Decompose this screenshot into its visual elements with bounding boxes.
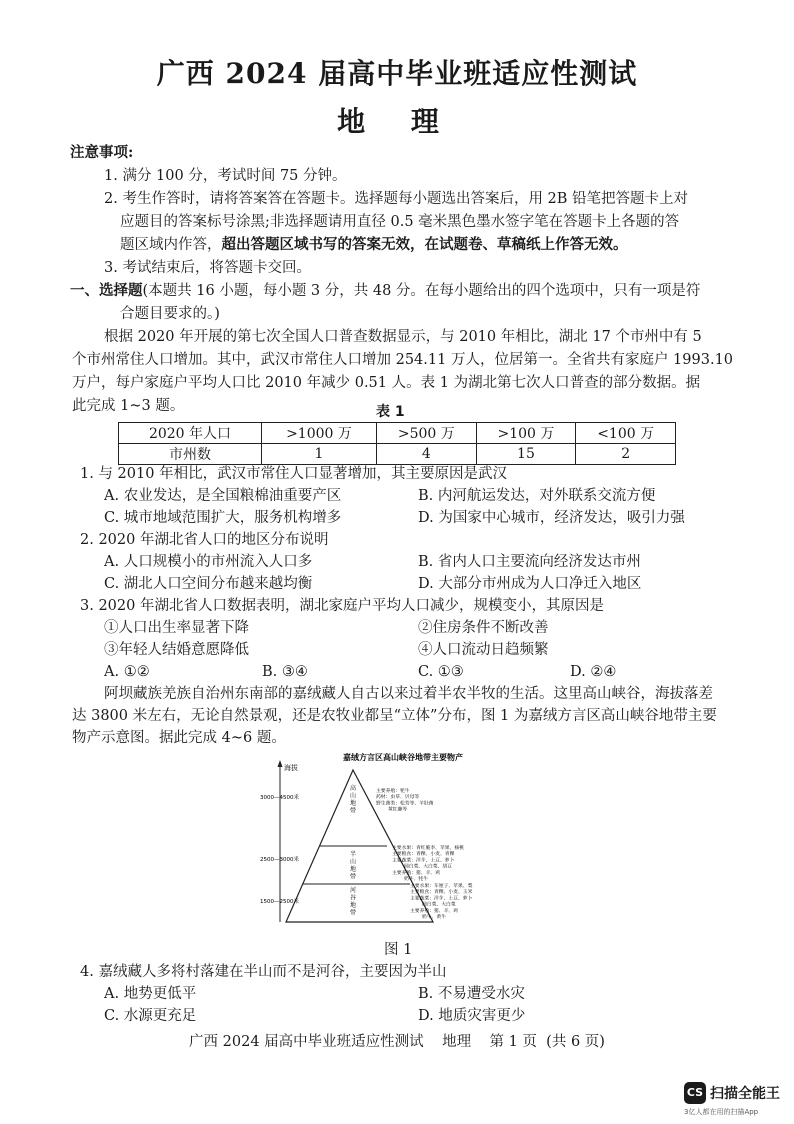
notice-item-1: 1. 满分 100 分，考试时间 75 分钟。: [104, 168, 347, 184]
band-name-char: 谷: [349, 894, 357, 902]
band-name-char: 带: [349, 807, 357, 815]
product-line: 圆白菜、大白菜、胡豆: [404, 864, 452, 870]
axis-arrow-icon: [278, 760, 283, 767]
scanner-tagline: 3亿人都在用的扫描App: [684, 1108, 759, 1116]
product-line: 黄红藤等: [388, 807, 408, 813]
product-line: 主要水果：车厘子、苹果、梨: [410, 884, 473, 889]
product-line: 野生菌类：松茸等、羊肚菌: [376, 801, 434, 807]
band-name-char: 高: [349, 785, 357, 792]
scanner-name: 扫描全能王: [710, 1086, 780, 1102]
band-range-high: 3000—4500米: [260, 795, 299, 801]
exam-title: 广西 2024 届高中毕业班适应性测试: [156, 57, 638, 90]
band-products-high: [376, 787, 434, 813]
q2-stem: 2. 2020 年湖北省人口的地区分布说明: [80, 532, 329, 548]
band-name-char: 山: [349, 858, 357, 866]
band-products-mid: [392, 844, 464, 882]
table-row: [119, 444, 676, 465]
section-1-label: 一、选择题: [70, 283, 143, 299]
q4-option-b: B. 不易遭受水灾: [418, 986, 525, 1002]
figure-title: 嘉绒方言区高山峡谷地带主要物产: [343, 753, 463, 762]
band-range-low: 1500—2500米: [260, 899, 299, 905]
notice-item-2-line-3: [120, 235, 628, 255]
altitude-products-diagram: [258, 750, 548, 950]
product-line: 药材：虫草、贝母等: [376, 795, 420, 801]
band-name-char: 地: [349, 902, 357, 909]
scanner-watermark: [684, 1082, 790, 1118]
q4-option-d: D. 地质灾害更少: [418, 1008, 526, 1024]
table-cell: 2: [576, 444, 676, 465]
product-line: 主要粮食：青稞、小麦、玉米: [410, 890, 473, 896]
table-header-cell: >500 万: [376, 423, 476, 444]
q3-statement-3: ③年轻人结婚意愿降低: [104, 642, 249, 658]
notice-item-2-line-2: 应题目的答案标号涂黑;非选择题请用直径 0.5 毫米黑色墨水签字笔在答题卡上各题的答: [120, 214, 680, 230]
band-name-char: 河: [349, 887, 357, 894]
product-line: 主要粮食：青稞、小麦、青稞: [392, 852, 455, 858]
product-line: 主要蔬菜：洋芋、土豆、萝卜: [410, 896, 473, 902]
section-1-desc-line-2: 合题目要求的。): [120, 306, 220, 322]
product-line: 主要养殖：猪、羊、鸡: [392, 870, 440, 876]
product-line: 主要养殖：牦牛: [376, 789, 410, 794]
q3-statement-1: ①人口出生率显著下降: [104, 620, 249, 636]
band-name-char: 山: [349, 792, 357, 800]
table-cell: 4: [376, 444, 476, 465]
band-name-char: 带: [349, 909, 357, 917]
table-header-row: [119, 423, 676, 444]
q2-option-a: A. 人口规模小的市州流入人口多: [104, 554, 313, 570]
passage-2-line-3: 物产示意图。据此完成 4~6 题。: [72, 730, 286, 746]
band-name-high: [350, 784, 356, 815]
section-1-line-1: [70, 281, 700, 301]
q1-option-b: B. 内河航运发达，对外联系交流方便: [418, 488, 656, 504]
page-footer: 广西 2024 届高中毕业班适应性测试 地理 第 1 页 (共 6 页): [189, 1034, 605, 1050]
table-header-cell: 2020 年人口: [119, 423, 262, 444]
q1-option-d: D. 为国家中心城市，经济发达，吸引力强: [418, 510, 685, 526]
band-name-char: 半: [349, 851, 357, 858]
band-products-low: [410, 882, 473, 920]
notice-item-2-line-1: 2. 考生作答时，请将答案答在答题卡。选择题每小题选出答案后，用 2B 铅笔把答题卡上对: [104, 191, 689, 207]
band-name-mid: [350, 850, 356, 881]
q3-option-d: D. ②④: [570, 664, 617, 680]
table-1-caption: 表 1: [376, 404, 405, 420]
q1-option-a: A. 农业发达，是全国粮棉油重要产区: [104, 488, 342, 504]
table-cell: 1: [262, 444, 377, 465]
passage-1-line-2: 个市州常住人口增加。其中，武汉市常住人口增加 254.11 万人，位居第一。全省共有家庭户 1993.10: [72, 352, 734, 368]
table-header-cell: <100 万: [576, 423, 676, 444]
q3-option-b: B. ③④: [262, 664, 308, 680]
figure-1-caption: 图 1: [384, 942, 413, 958]
q3-statement-4: ④人口流动日趋频繁: [418, 642, 549, 658]
q2-option-d: D. 大部分市州成为人口净迁入地区: [418, 576, 642, 592]
q4-stem: 4. 嘉绒藏人多将村落建在半山而不是河谷，主要因为半山: [80, 964, 447, 980]
q3-statement-2: ②住房条件不断改善: [418, 620, 549, 636]
table-cell: 市州数: [119, 444, 262, 465]
product-line: 圆白菜、大白菜: [422, 902, 456, 908]
q1-stem: 1. 与 2010 年相比，武汉市常住人口显著增加，其主要原因是武汉: [80, 466, 508, 482]
axis-label: 海拔: [284, 764, 298, 772]
notice-item-2-line-3a: 题区域内作答，: [120, 237, 222, 253]
subject-title: 地 理: [337, 105, 457, 138]
notice-item-2-emphasis: 超出答题区域书写的答案无效，在试题卷、草稿纸上作答无效。: [221, 237, 628, 253]
passage-1-line-3: 万户，每户家庭户平均人口比 2010 年减少 0.51 人。表 1 为湖北第七次人口普查的部分数据。据: [72, 375, 701, 391]
passage-1-line-4: 此完成 1~3 题。: [72, 398, 185, 414]
notice-heading: 注意事项:: [70, 144, 134, 161]
product-line: 主要水果：青红脆李、苹果、核桃: [392, 846, 464, 851]
section-1-desc: (本题共 16 小题，每小题 3 分，共 48 分。在每小题给出的四个选项中，只有一项是符: [142, 283, 701, 299]
band-name-char: 地: [349, 866, 357, 873]
passage-1-line-1: 根据 2020 年开展的第七次全国人口普查数据显示，与 2010 年相比，湖北 17 个市州中有 5: [104, 329, 702, 345]
product-line: 奶牛、牦牛: [404, 877, 428, 882]
band-name-char: 带: [349, 873, 357, 881]
q3-stem: 3. 2020 年湖北省人口数据表明，湖北家庭户平均人口减少，规模变小，其原因是: [80, 598, 604, 614]
q3-option-c: C. ①③: [418, 664, 464, 680]
product-line: 主要蔬菜：洋芋、土豆、萝卜: [392, 858, 455, 864]
band-name-low: [350, 886, 356, 917]
scanner-logo-icon: CS: [684, 1082, 706, 1104]
q4-option-a: A. 地势更低平: [104, 986, 197, 1002]
q2-option-c: C. 湖北人口空间分布越来越均衡: [104, 576, 313, 592]
table-cell: 15: [476, 444, 576, 465]
product-line: 奶牛、黄牛: [422, 915, 446, 920]
passage-2-line-2: 达 3800 米左右，无论自然景观，还是农牧业都呈“立体”分布，图 1 为嘉绒方言区高山峡谷地带主要: [72, 708, 717, 724]
product-line: 主要养殖：猪、羊、鸡: [410, 908, 458, 914]
band-name-char: 地: [349, 800, 357, 807]
q3-option-a: A. ①②: [104, 664, 150, 680]
population-table: [118, 422, 676, 465]
notice-item-3: 3. 考试结束后，将答题卡交回。: [104, 260, 311, 276]
q1-option-c: C. 城市地域范围扩大，服务机构增多: [104, 510, 342, 526]
passage-2-line-1: 阿坝藏族羌族自治州东南部的嘉绒藏人自古以来过着半农半牧的生活。这里高山峡谷，海拔落差: [104, 686, 713, 702]
table-header-cell: >1000 万: [262, 423, 377, 444]
q2-option-b: B. 省内人口主要流向经济发达市州: [418, 554, 641, 570]
table-header-cell: >100 万: [476, 423, 576, 444]
band-range-mid: 2500—3000米: [260, 857, 299, 863]
q4-option-c: C. 水源更充足: [104, 1008, 197, 1024]
